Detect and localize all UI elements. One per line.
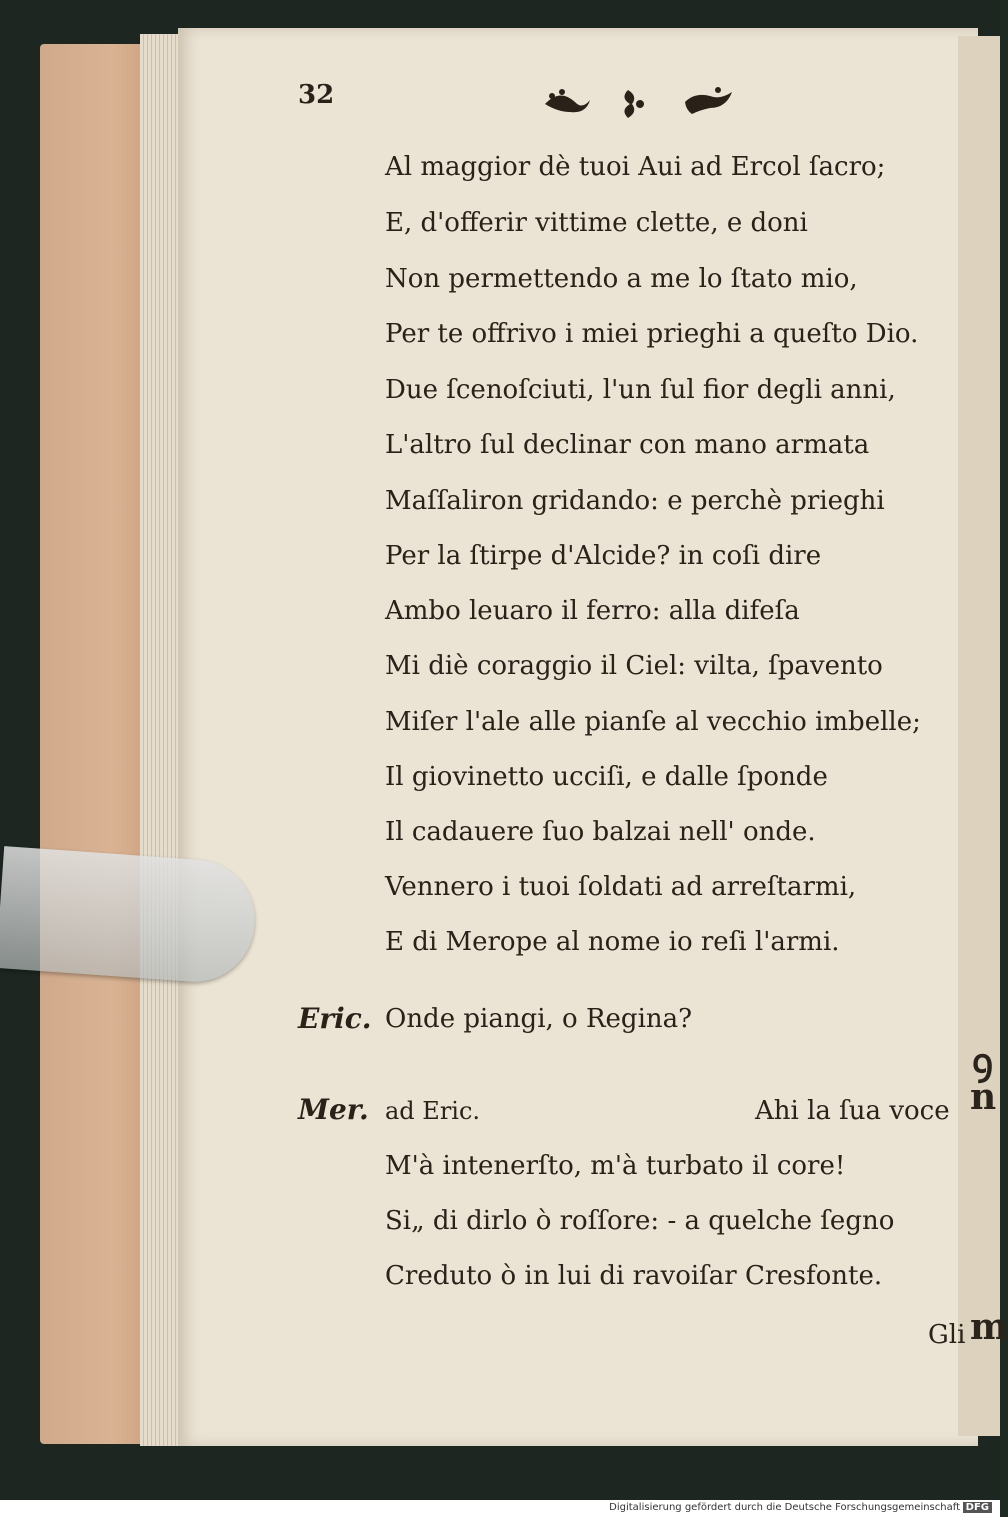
verse-line: E, d'offerir vittime clette, e doni xyxy=(385,208,808,238)
page-holder xyxy=(0,846,259,985)
verse-line: Miſer l'ale alle pianſe al vecchio imbelle; xyxy=(385,707,921,737)
adjacent-glyph: m xyxy=(970,1306,1008,1348)
verse-line: Al maggior dè tuoi Aui ad Ercol ſacro; xyxy=(385,152,886,182)
speaker-eric: Eric. xyxy=(298,1002,372,1035)
verse-line: L'altro ſul declinar con mano armata xyxy=(385,430,870,460)
verse-line: Vennero i tuoi ſoldati ad arreſtarmi, xyxy=(385,872,857,902)
adjacent-glyph: n xyxy=(970,1076,997,1118)
footer-credit: Digitalisierung gefördert durch die Deutsche Forschungsgemeinschaft xyxy=(609,1502,960,1513)
verse-line: Mi diè coraggio il Ciel: vilta, ſpavento xyxy=(385,651,883,681)
verse-line: Per la ſtirpe d'Alcide? in coſi dire xyxy=(385,541,822,571)
stage-direction: ad Eric. xyxy=(385,1097,481,1125)
eric-line: Onde piangi, o Regina? xyxy=(385,1004,693,1034)
verse-line: Ambo leuaro il ferro: alla difeſa xyxy=(385,596,800,626)
merope-line: Si„ di dirlo ò roſſore: - a quelche ſegno xyxy=(385,1206,895,1236)
verse-line: Non permettendo a me lo ſtato mio, xyxy=(385,264,858,294)
adjacent-glyph: ꝯ xyxy=(972,1041,994,1083)
merope-aside: Ahi la ſua voce xyxy=(755,1096,950,1126)
page-number: 32 xyxy=(298,80,335,110)
adjacent-page xyxy=(958,36,1008,1436)
verse-line: Il giovinetto ucciſi, e dalle ſponde xyxy=(385,762,828,792)
merope-line: M'à intenerſto, m'à turbato il core! xyxy=(385,1151,846,1181)
speaker-merope: Mer. xyxy=(298,1093,369,1126)
verse-line: Due ſcenoſciuti, l'un ſul fior degli anni, xyxy=(385,375,896,405)
verse-line: Per te offrivo i miei prieghi a queſto Dio. xyxy=(385,319,919,349)
dfg-logo: DFG xyxy=(963,1502,992,1513)
verse-line: Il cadauere ſuo balzai nell' onde. xyxy=(385,817,816,847)
catchword: Gli xyxy=(928,1320,966,1350)
ornament-icon xyxy=(540,82,740,126)
verse-line: E di Merope al nome io reſi l'armi. xyxy=(385,927,840,957)
verse-line: Maſſaliron gridando: e perchè prieghi xyxy=(385,486,885,516)
merope-line: Creduto ò in lui di ravoiſar Cresfonte. xyxy=(385,1261,883,1291)
